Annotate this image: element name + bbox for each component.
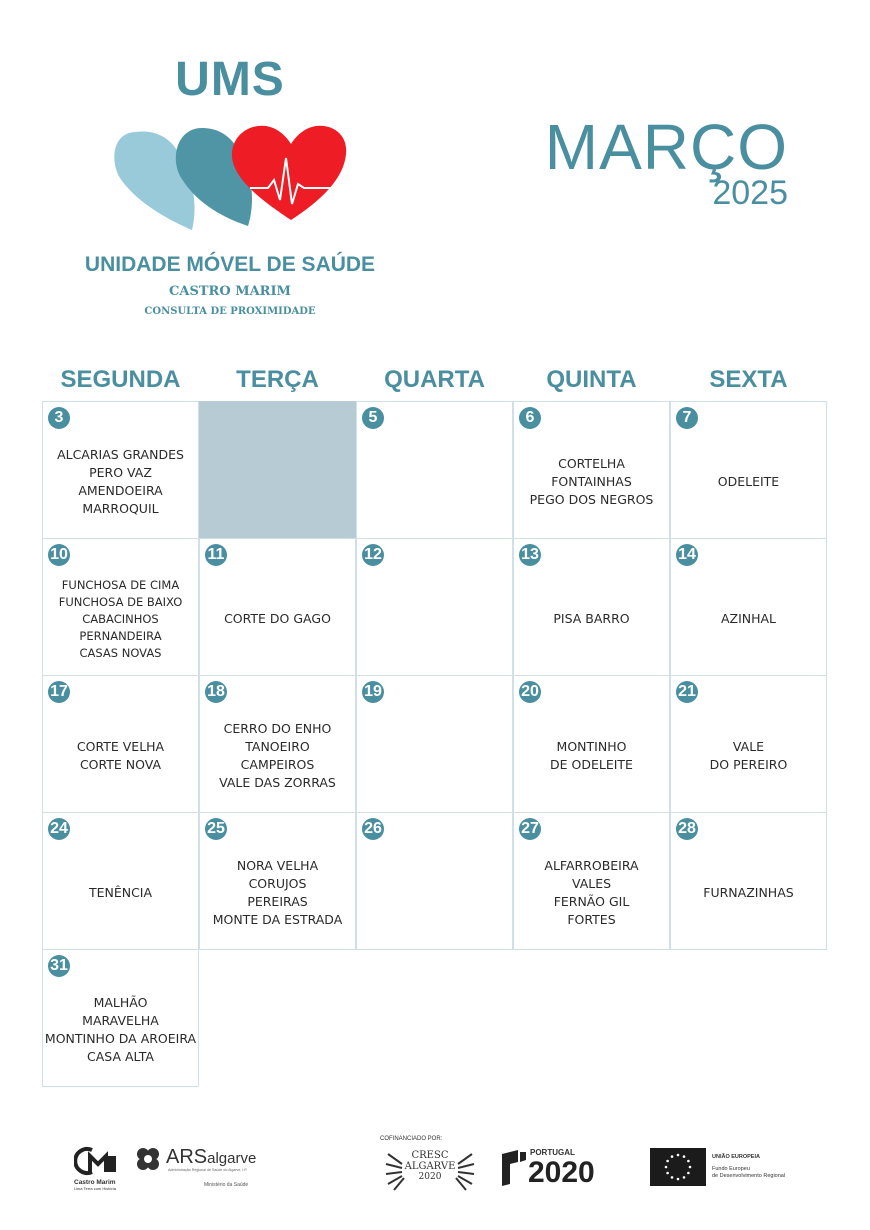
place-name: NORA VELHA (236, 858, 319, 873)
castro-marim-logo (74, 1146, 120, 1191)
day-number-badge: 17 (48, 681, 70, 703)
cresc-line3: 2020 (418, 1172, 442, 1182)
place-list (200, 704, 355, 808)
place-name: AZINHAL (720, 611, 777, 626)
place-name: CAMPEIROS (240, 757, 315, 772)
calendar-day-cell (199, 401, 356, 539)
place-list (671, 841, 826, 945)
calendar-day-cell (356, 538, 513, 676)
calendar-day-cell (670, 675, 827, 813)
place-name: TANOEIRO (245, 739, 310, 754)
place-name: CASAS NOVAS (79, 645, 162, 660)
cresc-line2: ALGARVE (404, 1161, 456, 1172)
year-title: 2025 (712, 174, 788, 212)
place-list (671, 704, 826, 808)
calendar-day-cell (513, 812, 670, 950)
place-name: CORTE NOVA (79, 757, 162, 772)
ars-wordmark-a: ARS (166, 1146, 208, 1168)
calendar-day-cell (199, 675, 356, 813)
day-number-badge: 28 (676, 818, 698, 840)
day-number-badge: 20 (519, 681, 541, 703)
eu-title: UNIÃO EUROPEIA (712, 1154, 760, 1160)
brand-location: CASTRO MARIM (169, 284, 291, 299)
portugal-2020-logo (498, 1146, 628, 1190)
place-list (671, 430, 826, 534)
calendar-day-cell (199, 812, 356, 950)
calendar-day-cell (670, 538, 827, 676)
calendar-day-cell (356, 812, 513, 950)
ars-flower-icon (134, 1146, 162, 1172)
eu-logo (650, 1148, 810, 1188)
hearts-logo-icon (108, 118, 353, 233)
place-list (43, 841, 198, 945)
place-list (200, 567, 355, 671)
calendar-day-cell (670, 812, 827, 950)
place-name: PERNANDEIRA (79, 628, 162, 643)
weekday-sexta: SEXTA (709, 366, 788, 393)
place-list (514, 704, 669, 808)
calendar-day-cell (42, 675, 199, 813)
calendar-day-cell (356, 401, 513, 539)
ministry-label: Ministério da Saúde (204, 1182, 249, 1188)
place-name: FURNAZINHAS (703, 885, 794, 900)
calendar-day-cell (42, 538, 199, 676)
day-number-badge: 18 (205, 681, 227, 703)
weekday-terca: TERÇA (236, 366, 319, 393)
day-number-badge: 24 (48, 818, 70, 840)
portugal-label: PORTUGAL (530, 1148, 575, 1157)
day-number-badge: 12 (362, 544, 384, 566)
day-number-badge: 6 (519, 407, 541, 429)
calendar-day-cell (513, 401, 670, 539)
day-number-badge: 27 (519, 818, 541, 840)
place-name: FUNCHOSA DE CIMA (61, 577, 180, 592)
place-name: FERNÃO GIL (553, 894, 630, 909)
calendar-day-cell (42, 401, 199, 539)
day-number-badge: 10 (48, 544, 70, 566)
place-name: CORTELHA (558, 456, 625, 471)
place-name: VALE DAS ZORRAS (219, 775, 336, 790)
calendar-day-cell (42, 949, 199, 1087)
weekday-quinta: QUINTA (546, 366, 637, 393)
month-title: MARÇO (544, 111, 788, 183)
place-name: MARROQUIL (82, 501, 159, 516)
place-name: CORTE VELHA (76, 739, 165, 754)
place-name: MONTINHO (556, 739, 627, 754)
day-number-badge: 25 (205, 818, 227, 840)
place-list (43, 978, 198, 1082)
castro-marim-tagline: Uma Terra com História (74, 1186, 116, 1191)
place-name: ALCARIAS GRANDES (57, 447, 184, 462)
place-name: VALES (571, 876, 612, 891)
place-name: CABACINHOS (82, 611, 159, 626)
place-name: CERRO DO ENHO (223, 721, 332, 736)
place-name: FONTAINHAS (551, 474, 632, 489)
calendar-day-cell (199, 538, 356, 676)
ars-wordmark (166, 1146, 256, 1169)
eu-flag-icon (650, 1148, 706, 1186)
place-name: MARAVELHA (82, 1013, 159, 1028)
calendar-day-cell (513, 675, 670, 813)
day-number-badge: 5 (362, 407, 384, 429)
place-list (514, 430, 669, 534)
eu-line1: Fundo Europeu (712, 1166, 750, 1172)
calendar-day-cell (513, 538, 670, 676)
place-name: PISA BARRO (553, 611, 630, 626)
place-name: CORTE DO GAGO (224, 611, 331, 626)
place-name: CASA ALTA (87, 1049, 154, 1064)
place-list (43, 704, 198, 808)
day-number-badge: 21 (676, 681, 698, 703)
place-list (43, 430, 198, 534)
eu-line2: de Desenvolvimento Regional (712, 1173, 786, 1179)
footer-logos (0, 1130, 870, 1210)
cresc-text (402, 1150, 458, 1183)
day-number-badge: 26 (362, 818, 384, 840)
brand-acronym: UMS (175, 53, 285, 106)
brand-subtitle: CONSULTA DE PROXIMIDADE (144, 306, 316, 317)
place-name: CORUJOS (248, 876, 307, 891)
day-number-badge: 13 (519, 544, 541, 566)
place-name: FORTES (567, 912, 616, 927)
place-name: PERO VAZ (89, 465, 152, 480)
day-number-badge: 19 (362, 681, 384, 703)
calendar-day-cell (42, 812, 199, 950)
portugal-2020-mark-icon (498, 1150, 526, 1186)
day-number-badge: 14 (676, 544, 698, 566)
calendar-day-cell (356, 675, 513, 813)
weekday-quarta: QUARTA (384, 366, 485, 393)
place-name: VALE (732, 739, 765, 754)
place-name: ALFARROBEIRA (544, 858, 639, 873)
place-list (43, 567, 198, 671)
place-name: ODELEITE (717, 474, 780, 489)
day-number-badge: 3 (48, 407, 70, 429)
place-name: MONTINHO DA AROEIRA (44, 1031, 197, 1046)
place-name: FUNCHOSA DE BAIXO (58, 594, 183, 609)
day-number-badge: 7 (676, 407, 698, 429)
castro-marim-name: Castro Marim (74, 1179, 116, 1186)
brand-name: UNIDADE MÓVEL DE SAÚDE (84, 253, 376, 276)
cofinanced-label: COFINANCIADO POR: (380, 1136, 443, 1142)
place-list (200, 841, 355, 945)
cresc-line1: CRESC (411, 1150, 449, 1161)
place-name: PEREIRAS (247, 894, 308, 909)
place-list (514, 841, 669, 945)
place-name: PEGO DOS NEGROS (529, 492, 654, 507)
place-name: AMENDOEIRA (78, 483, 163, 498)
portugal-year: 2020 (528, 1156, 595, 1189)
castro-marim-icon (74, 1146, 120, 1176)
place-name: DE ODELEITE (550, 757, 633, 772)
place-name: DO PEREIRO (709, 757, 788, 772)
weekday-segunda: SEGUNDA (60, 366, 181, 393)
ars-subtitle: Administração Regional de Saúde do Algarve, I.P. (168, 1168, 248, 1172)
place-name: MONTE DA ESTRADA (212, 912, 343, 927)
place-name: MALHÃO (93, 995, 148, 1010)
cresc-algarve-logo (384, 1148, 476, 1192)
place-list (671, 567, 826, 671)
calendar-day-cell (670, 401, 827, 539)
day-number-badge: 11 (205, 544, 227, 566)
day-number-badge: 31 (48, 955, 70, 977)
place-list (514, 567, 669, 671)
ars-wordmark-b: algarve (207, 1150, 257, 1167)
place-name: TENÊNCIA (88, 885, 153, 900)
